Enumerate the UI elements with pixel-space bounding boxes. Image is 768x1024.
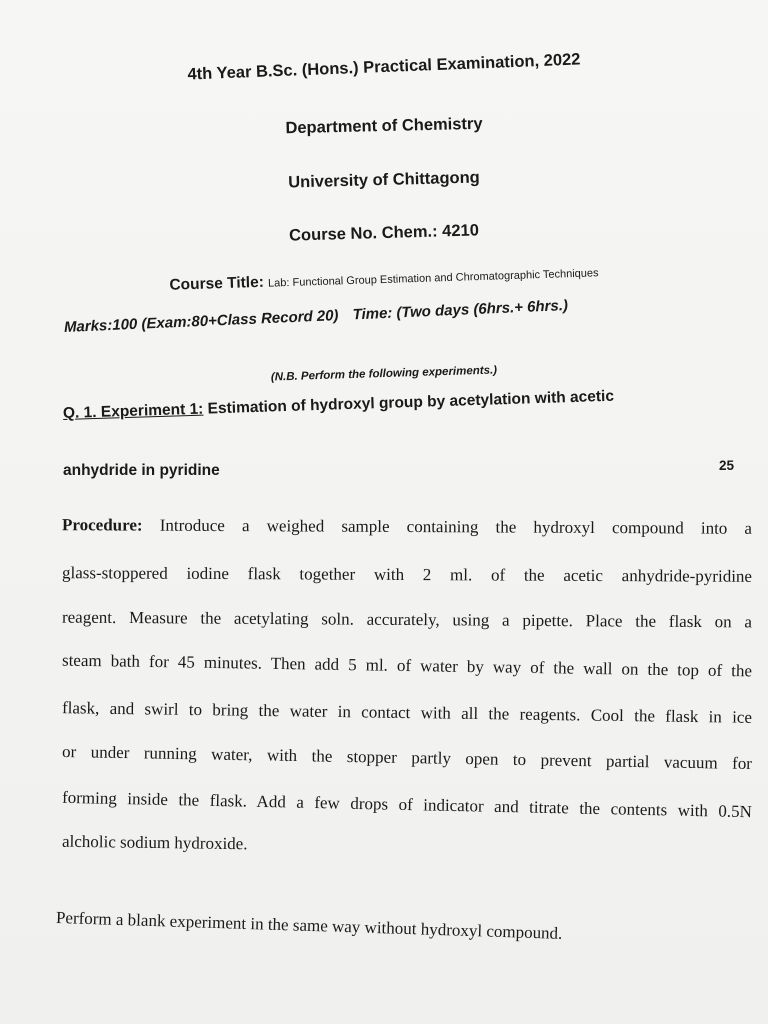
procedure-line-2: glass-stoppered iodine flask together with 2 ml. of the acetic anhydride-pyridine [61, 563, 753, 586]
university-name: University of Chittagong [287, 168, 480, 192]
department-name: Department of Chemistry [285, 114, 483, 138]
course-title-label: Course Title: [169, 273, 265, 294]
time-text: Time: (Two days (6hrs.+ 6hrs.) [352, 297, 569, 324]
marks-text: Marks:100 (Exam:80+Class Record 20) [63, 307, 339, 336]
blank-experiment-note: Perform a blank experiment in the same way without hydroxyl compound. [55, 908, 563, 943]
marks-line [64, 292, 684, 336]
question-title: Estimation of hydroxyl group by acetylation with acetic [207, 387, 615, 418]
exam-title: 4th Year B.Sc. (Hons.) Practical Examination, 2022 [187, 50, 581, 84]
procedure-line-6: or under running water, with the stopper partly open to prevent partial vacuum for [61, 741, 753, 774]
procedure-label: Procedure: [61, 515, 143, 535]
procedure-line-4: steam bath for 45 minutes. Then add 5 ml. of water by way of the wall on the top of the [61, 650, 753, 681]
procedure-line-8: alcholic sodium hydroxide. [61, 831, 248, 854]
instruction-note: (N.B. Perform the following experiments.) [270, 364, 498, 384]
course-title-value: Lab: Functional Group Estimation and Chromatographic Techniques [267, 267, 599, 290]
course-number: Course No. Chem.: 4210 [288, 221, 480, 245]
procedure-line-5: flask, and swirl to bring the water in contact with all the reagents. Cool the flask in ice [61, 698, 753, 727]
question-marks: 25 [719, 458, 735, 473]
question-label: Q. 1. Experiment 1: [62, 400, 204, 422]
question-title-continued: anhydride in pyridine [63, 462, 220, 479]
procedure-line-7: forming inside the flask. Add a few drops of indicator and titrate the contents with 0.5N [61, 787, 753, 822]
procedure-line-3: reagent. Measure the acetylating soln. accurately, using a pipette. Place the flask on a [61, 607, 753, 632]
procedure-text: Introduce a weighed sample containing the hydroxyl compound into a [159, 515, 753, 538]
question-heading [63, 385, 703, 423]
procedure-line-1 [62, 515, 752, 539]
